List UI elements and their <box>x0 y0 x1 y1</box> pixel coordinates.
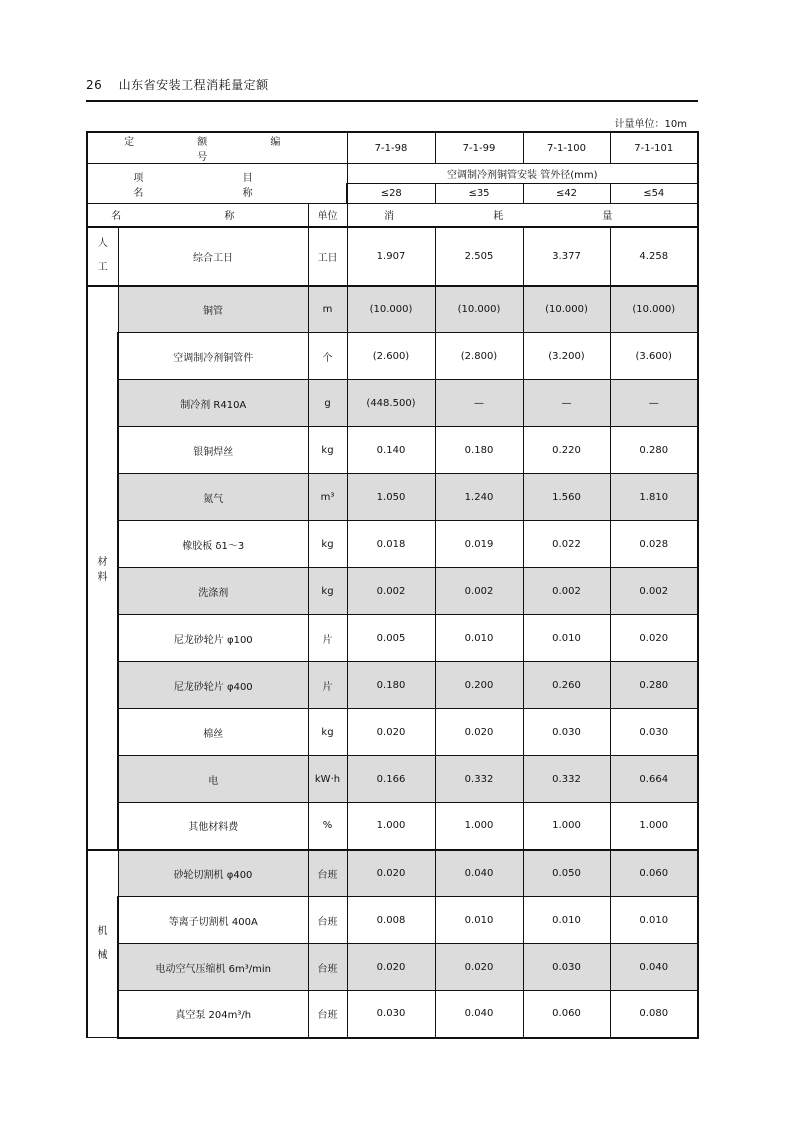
item-unit: m³ <box>308 474 347 521</box>
value-cell: 0.019 <box>435 521 523 568</box>
value-cell: 0.180 <box>435 427 523 474</box>
value-cell: 0.028 <box>610 521 698 568</box>
table-row <box>87 568 698 615</box>
value-cell: (2.800) <box>435 333 523 380</box>
value-cell: 0.040 <box>435 991 523 1038</box>
item-unit: 台班 <box>308 897 347 944</box>
value-cell: 0.166 <box>347 756 435 803</box>
value-cell: 0.020 <box>610 615 698 662</box>
value-cell: — <box>523 380 610 427</box>
item-unit: 片 <box>308 615 347 662</box>
table-row <box>87 944 698 991</box>
name-label: 名 称 <box>111 211 285 223</box>
value-cell: 0.664 <box>610 756 698 803</box>
value-cell: 0.030 <box>347 991 435 1038</box>
value-cell: (3.200) <box>523 333 610 380</box>
value-cell: 1.000 <box>523 803 610 850</box>
table-row <box>87 756 698 803</box>
material-section-label <box>88 553 117 583</box>
value-cell: 0.018 <box>347 521 435 568</box>
code-label: 定 额 编 号 <box>124 137 311 163</box>
value-cell: 0.022 <box>523 521 610 568</box>
table-row <box>87 380 698 427</box>
table-row <box>87 991 698 1038</box>
value-cell: 0.020 <box>347 944 435 991</box>
table-row <box>87 897 698 944</box>
consumption-label: 消 耗 量 <box>384 211 661 223</box>
value-cell: 1.240 <box>435 474 523 521</box>
item-unit: kg <box>308 521 347 568</box>
code-cell: 7-1-98 <box>347 132 435 164</box>
value-cell: 1.000 <box>435 803 523 850</box>
value-cell: 0.080 <box>610 991 698 1038</box>
value-cell: 0.008 <box>347 897 435 944</box>
value-cell: 0.010 <box>523 615 610 662</box>
name-header-row <box>87 204 698 227</box>
value-cell: 0.005 <box>347 615 435 662</box>
item-unit: kW·h <box>308 756 347 803</box>
value-cell: 0.030 <box>523 944 610 991</box>
item-name: 铜管 <box>118 286 308 333</box>
value-cell: 1.560 <box>523 474 610 521</box>
item-name: 其他材料费 <box>118 803 308 850</box>
value-cell: 0.020 <box>347 709 435 756</box>
table-row <box>87 709 698 756</box>
size-cell: ≤42 <box>523 184 610 204</box>
value-cell: (10.000) <box>347 286 435 333</box>
item-title: 空调制冷剂铜管安装 管外径(mm) <box>347 164 698 184</box>
value-cell: 3.377 <box>523 227 610 286</box>
item-name: 电动空气压缩机 6m³/min <box>118 944 308 991</box>
labor-label-char: 工 <box>97 262 108 273</box>
value-cell: (10.000) <box>523 286 610 333</box>
item-name: 综合工日 <box>118 227 308 286</box>
table-row <box>87 803 698 850</box>
unit-note: 计量单位：10m <box>614 119 687 130</box>
value-cell: 0.002 <box>435 568 523 615</box>
item-name: 尼龙砂轮片 φ400 <box>118 662 308 709</box>
value-cell: 1.000 <box>610 803 698 850</box>
labor-label-char: 人 <box>97 238 108 249</box>
item-name: 等离子切割机 400A <box>118 897 308 944</box>
header-rule <box>86 100 698 102</box>
labor-section-label <box>88 232 118 280</box>
item-name: 氮气 <box>118 474 308 521</box>
page-header <box>86 76 269 93</box>
value-cell: 0.002 <box>610 568 698 615</box>
item-unit: kg <box>308 709 347 756</box>
code-cell: 7-1-101 <box>610 132 698 164</box>
item-name: 制冷剂 R410A <box>118 380 308 427</box>
value-cell: 0.010 <box>435 897 523 944</box>
table-row <box>87 333 698 380</box>
value-cell: 0.332 <box>435 756 523 803</box>
item-name: 棉丝 <box>118 709 308 756</box>
size-cell: ≤28 <box>347 184 435 204</box>
value-cell: 0.332 <box>523 756 610 803</box>
item-unit: 台班 <box>308 850 347 897</box>
table-row <box>87 615 698 662</box>
value-cell: 2.505 <box>435 227 523 286</box>
item-label: 项 目 名 称 <box>133 172 301 199</box>
value-cell: 0.020 <box>435 709 523 756</box>
unit-label: 单位 <box>308 204 347 227</box>
value-cell: (448.500) <box>347 380 435 427</box>
value-cell: — <box>435 380 523 427</box>
table-row <box>87 227 698 286</box>
book-title: 山东省安装工程消耗量定额 <box>118 78 269 92</box>
value-cell: 0.020 <box>435 944 523 991</box>
value-cell: 0.200 <box>435 662 523 709</box>
size-cell: ≤35 <box>435 184 523 204</box>
item-name: 尼龙砂轮片 φ100 <box>118 615 308 662</box>
item-unit: % <box>308 803 347 850</box>
value-cell: 0.280 <box>610 427 698 474</box>
material-section-cell <box>87 286 118 850</box>
value-cell: 0.010 <box>610 897 698 944</box>
value-cell: 0.040 <box>435 850 523 897</box>
item-unit: kg <box>308 568 347 615</box>
value-cell: 0.060 <box>610 850 698 897</box>
value-cell: — <box>610 380 698 427</box>
table-row <box>87 521 698 568</box>
table-row <box>87 850 698 897</box>
value-cell: (10.000) <box>435 286 523 333</box>
value-cell: (3.600) <box>610 333 698 380</box>
item-name: 洗涤剂 <box>118 568 308 615</box>
value-cell: (10.000) <box>610 286 698 333</box>
value-cell: 0.010 <box>523 897 610 944</box>
table-row <box>87 474 698 521</box>
value-cell: 0.040 <box>610 944 698 991</box>
machine-label-char: 机 <box>97 925 108 937</box>
item-name: 橡胶板 δ1～3 <box>118 521 308 568</box>
table-row <box>87 286 698 333</box>
item-name: 空调制冷剂铜管件 <box>118 333 308 380</box>
machine-label-char: 械 <box>97 949 108 961</box>
value-cell: 0.140 <box>347 427 435 474</box>
machine-section-label <box>88 920 117 968</box>
item-name: 银铜焊丝 <box>118 427 308 474</box>
item-name: 砂轮切割机 φ400 <box>118 850 308 897</box>
value-cell: 0.030 <box>523 709 610 756</box>
value-cell: 0.050 <box>523 850 610 897</box>
value-cell: 0.010 <box>435 615 523 662</box>
material-label-char: 料 <box>97 571 108 583</box>
table-row <box>87 662 698 709</box>
quota-table <box>86 131 699 1039</box>
table-row <box>87 427 698 474</box>
value-cell: 1.907 <box>347 227 435 286</box>
item-name: 电 <box>118 756 308 803</box>
value-cell: 0.180 <box>347 662 435 709</box>
item-unit: kg <box>308 427 347 474</box>
value-cell: 1.050 <box>347 474 435 521</box>
item-unit: 片 <box>308 662 347 709</box>
item-unit: 个 <box>308 333 347 380</box>
value-cell: 0.220 <box>523 427 610 474</box>
page-number: 26 <box>86 78 103 92</box>
value-cell: 0.002 <box>523 568 610 615</box>
item-row <box>87 164 698 184</box>
value-cell: 0.002 <box>347 568 435 615</box>
value-cell: 4.258 <box>610 227 698 286</box>
item-unit: 台班 <box>308 944 347 991</box>
value-cell: 0.260 <box>523 662 610 709</box>
item-unit: 台班 <box>308 991 347 1038</box>
value-cell: (2.600) <box>347 333 435 380</box>
item-unit: m <box>308 286 347 333</box>
machine-section-cell <box>87 850 118 1038</box>
value-cell: 1.810 <box>610 474 698 521</box>
item-name: 真空泵 204m³/h <box>118 991 308 1038</box>
value-cell: 0.030 <box>610 709 698 756</box>
labor-section-cell <box>87 227 118 286</box>
item-unit: 工日 <box>308 227 347 286</box>
size-cell: ≤54 <box>610 184 698 204</box>
value-cell: 0.020 <box>347 850 435 897</box>
code-cell: 7-1-99 <box>435 132 523 164</box>
value-cell: 0.280 <box>610 662 698 709</box>
code-cell: 7-1-100 <box>523 132 610 164</box>
material-label-char: 材 <box>97 556 108 568</box>
value-cell: 1.000 <box>347 803 435 850</box>
value-cell: 0.060 <box>523 991 610 1038</box>
item-unit: g <box>308 380 347 427</box>
code-row <box>87 132 698 164</box>
